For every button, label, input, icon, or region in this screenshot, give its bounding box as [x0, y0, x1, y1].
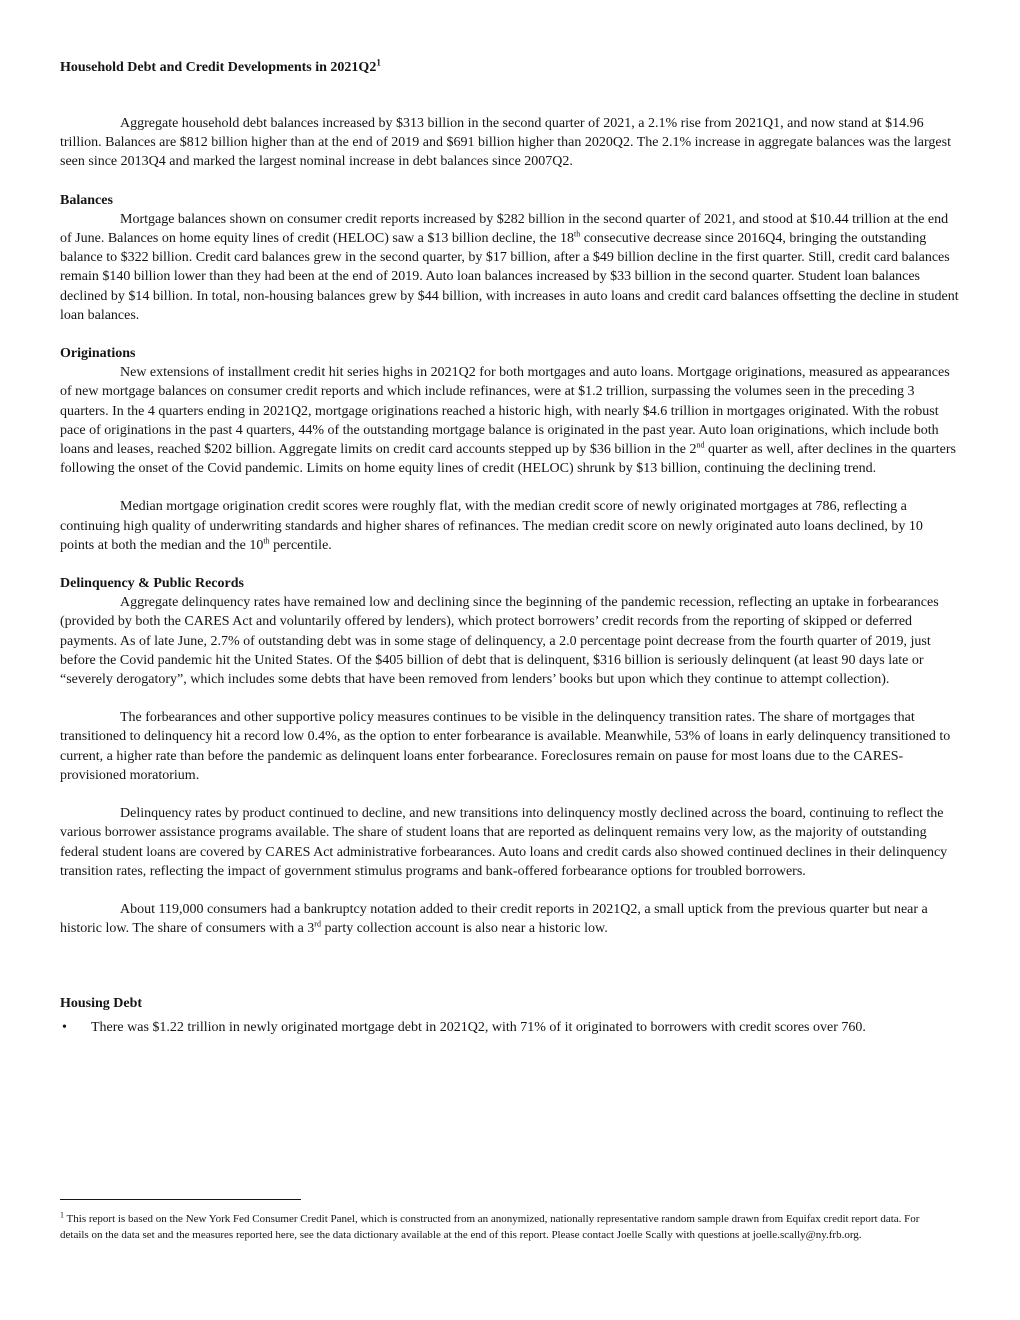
originations-paragraph-1	[60, 363, 960, 478]
originations-heading: Originations	[60, 346, 136, 362]
ordinal-suffix: th	[263, 536, 270, 546]
delinquency-paragraph-3: Delinquency rates by product continued to decline, and new transitions into delinquency mostly declined across the board, continuing to reflect the various borrower assistance programs available. The share of student loans that are reported as delinquent remains very low, as the majority of outstanding federal student loans are covered by CARES Act administrative forbearances. Auto loans and credit cards also showed continued declines in their delinquency transition rates, reflecting the impact of government stimulus programs and bank-offered forbearance options for troubled borrowers.	[60, 806, 948, 879]
originations-p2-text-b: percentile.	[269, 537, 332, 553]
ordinal-suffix: nd	[696, 440, 705, 450]
delinquency-paragraph-4	[60, 900, 960, 938]
delinquency-paragraph-2: The forbearances and other supportive policy measures continues to be visible in the delinquency transition rates. The share of mortgages that transitioned to delinquency hit a record low 0.4%, as the option to enter forbearance is available. Meanwhile, 53% of loans in early delinquency transitioned to current, a higher rate than before the pandemic as delinquent loans enter forbearance. Foreclosures remain on pause for most loans due to the CARES-provisioned moratorium.	[60, 710, 951, 783]
delinquency-p4-text-a: About 119,000 consumers had a bankruptcy notation added to their credit reports in 2021Q2, a small uptick from the previous quarter but near a historic low. The share of consumers with a 3	[60, 901, 928, 937]
balances-paragraph	[60, 210, 960, 325]
originations-paragraph-2	[60, 497, 960, 555]
title-text: Household Debt and Credit Developments in 2021Q2	[60, 60, 377, 75]
originations-text-b: quarter as well, after declines in the quarters following the onset of the Covid pandemic. Limits on home equity lines of credit (HELOC) shrunk by $13 billion, continuing the declining trend.	[60, 442, 956, 477]
delinquency-heading: Delinquency & Public Records	[60, 576, 244, 592]
footnote-text: This report is based on the New York Fed Consumer Credit Panel, which is constructed from an anonymized, nationally representative random sample drawn from Equifax credit report data. For details on the data set and the measures reported here, see the data dictionary available at the end of this report. Please contact Joelle Scally with questions at joelle.scally@ny.frb.org.	[60, 1213, 920, 1241]
document-title	[60, 58, 960, 78]
document-body	[60, 58, 960, 1037]
footnote	[60, 1211, 950, 1243]
balances-heading: Balances	[60, 192, 113, 208]
originations-text-a: New extensions of installment credit hit series highs in 2021Q2 for both mortgages and auto loans. Mortgage originations, measured as appearances of new mortgage balances on consumer credit reports and which include refinances, were at $1.2 trillion, surpassing the volumes seen in the preceding 3 quarters. In the 4 quarters ending in 2021Q2, mortgage originations reached a historic high, with nearly $4.6 trillion in mortgages originated. With the robust pace of originations in the past 4 quarters, 44% of the outstanding mortgage balance is originated in the past year. Auto loan originations, which include both loans and leases, reached $202 billion. Aggregate limits on credit card accounts stepped up by $36 billion in the 2	[60, 365, 950, 458]
housing-bullet-item	[60, 1018, 960, 1037]
originations-p2-text-a: Median mortgage origination credit scores were roughly flat, with the median credit score of newly originated mortgages at 786, reflecting a continuing high quality of underwriting standards and higher shares of refinances. The median credit score on newly originated auto loans declined, by 10 points at both the median and the 10	[60, 499, 923, 553]
housing-bullet-text: There was $1.22 trillion in newly originated mortgage debt in 2021Q2, with 71% of it originated to borrowers with credit scores over 760.	[91, 1019, 866, 1035]
delinquency-p4-text-b: party collection account is also near a historic low.	[320, 921, 608, 937]
balances-text-b: consecutive decrease since 2016Q4, bringing the outstanding balance to $322 billion. Credit card balances grew in the second quarter, by $17 billion, after a $49 billion decline in the first quarter. Still, credit card balances remain $140 billion lower than they had been at the end of 2019. Auto loan balances increased by $33 billion in the second quarter. Student loan balances declined by $14 billion. In total, non-housing balances grew by $44 billion, with increases in auto loans and credit card balances offsetting the decline in student loan balances.	[60, 231, 959, 323]
housing-heading: Housing Debt	[60, 996, 143, 1012]
intro-paragraph: Aggregate household debt balances increased by $313 billion in the second quarter of 2021, a 2.1% rise from 2021Q1, and now stand at $14.96 trillion. Balances are $812 billion higher than at the end of 2019 and $691 billion higher than 2020Q2. The 2.1% increase in aggregate balances was the largest seen since 2013Q4 and marked the largest nominal increase in debt balances since 2007Q2.	[60, 116, 951, 170]
delinquency-paragraph-1: Aggregate delinquency rates have remained low and declining since the beginning of the pandemic recession, reflecting an uptake in forbearances (provided by both the CARES Act and voluntarily offered by lenders), which protect borrowers’ credit records from the reporting of skipped or deferred payments. As of late June, 2.7% of outstanding debt was in some stage of delinquency, a 2.0 percentage point decrease from the fourth quarter of 2019, just before the Covid pandemic hit the United States. Of the $405 billion of debt that is delinquent, $316 billion is seriously delinquent (at least 90 days late or “severely derogatory”, which includes some debts that have been removed from lenders’ books but upon which they continue to attempt collection).	[60, 595, 939, 688]
ordinal-suffix: th	[573, 229, 581, 239]
bullet-icon: •	[62, 1019, 67, 1035]
footnote-marker: 1	[60, 1210, 64, 1220]
footnote-divider	[60, 1199, 301, 1200]
balances-text-a: Mortgage balances shown on consumer credit reports increased by $282 billion in the second quarter of 2021, and stood at $10.44 trillion at the end of June. Balances on home equity lines of credit (HELOC) saw a $13 billion decline, the 18	[60, 211, 949, 247]
ordinal-suffix: rd	[314, 919, 321, 929]
title-footnote-marker[interactable]: 1	[376, 57, 381, 68]
